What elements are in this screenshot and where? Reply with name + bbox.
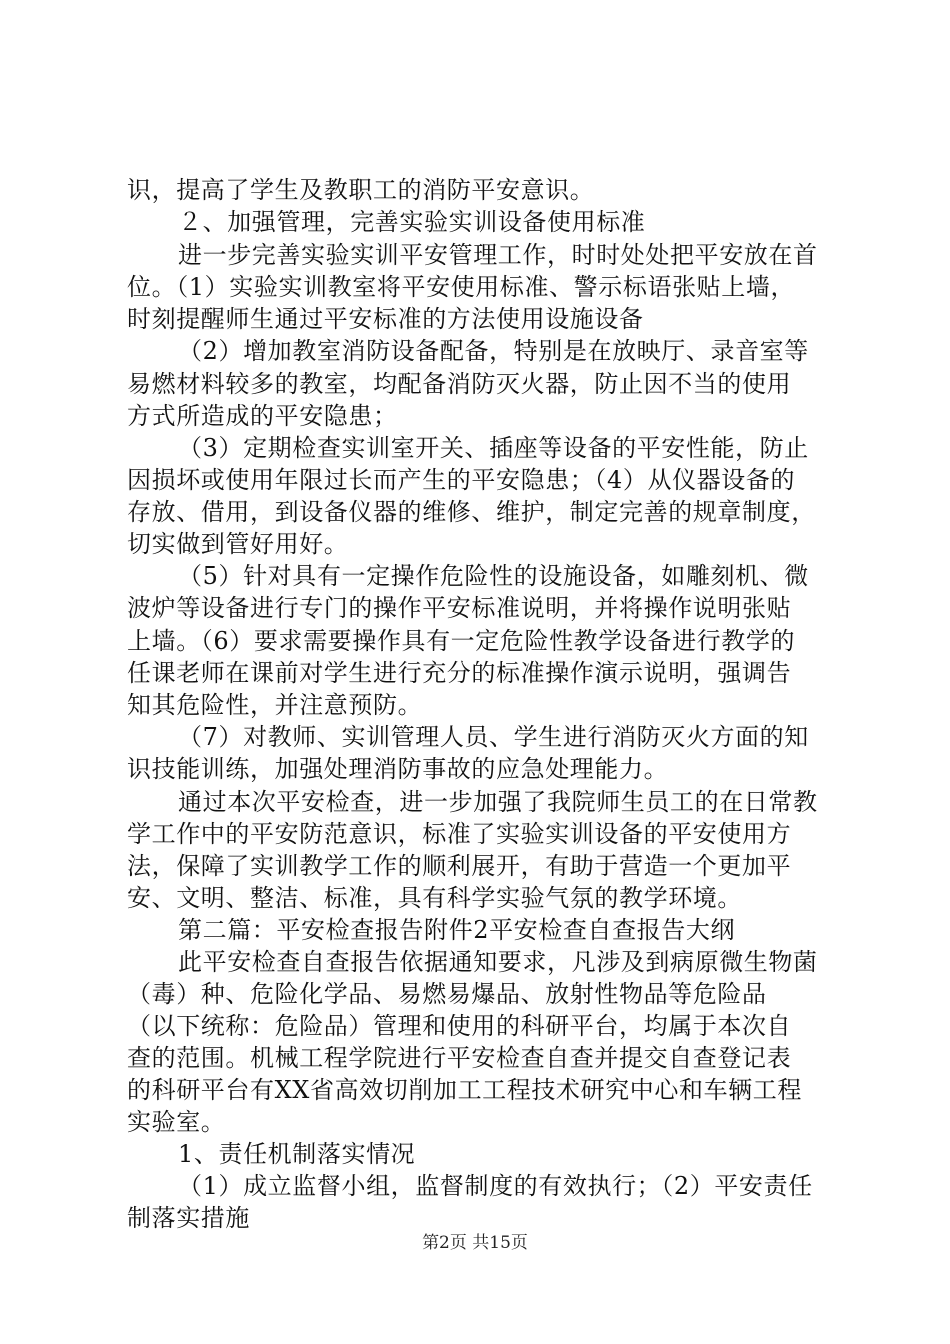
text-line: 实验室。 <box>127 1108 226 1136</box>
chapter-heading: 第二篇：平安检查报告附件2平安检查自查报告大纲 <box>178 916 736 944</box>
text-line: 查的范围。机械工程学院进行平安检查自查并提交自查登记表 <box>127 1044 792 1072</box>
text-line: 上墙。（6）要求需要操作具有一定危险性教学设备进行教学的 <box>127 627 796 655</box>
text-line: 切实做到管好用好。 <box>127 530 349 558</box>
text-line: 进一步完善实验实训平安管理工作，时时处处把平安放在首 <box>178 241 818 269</box>
text-line: 波炉等设备进行专门的操作平安标准说明，并将操作说明张贴 <box>127 594 792 622</box>
text-line: 位。（1）实验实训教室将平安使用标准、警示标语张贴上墙， <box>127 273 796 301</box>
text-line: 识，提高了学生及教职工的消防平安意识。 <box>127 176 595 204</box>
text-line: 法，保障了实训教学工作的顺利展开，有助于营造一个更加平 <box>127 852 792 880</box>
text-line: （毒）种、危险化学品、易燃易爆品、放射性物品等危险品 <box>127 980 767 1008</box>
text-line: 因损坏或使用年限过长而产生的平安隐患；（4）从仪器设备的 <box>127 466 796 494</box>
text-line: 任课老师在课前对学生进行充分的标准操作演示说明，强调告 <box>127 659 792 687</box>
text-line: （以下统称：危险品）管理和使用的科研平台，均属于本次自 <box>127 1012 792 1040</box>
section-heading: 1、责任机制落实情况 <box>178 1140 416 1168</box>
text-line: 方式所造成的平安隐患； <box>127 402 398 430</box>
text-line: （1）成立监督小组，监督制度的有效执行；（2）平安责任 <box>178 1172 813 1200</box>
text-line: 通过本次平安检查，进一步加强了我院师生员工的在日常教 <box>178 788 818 816</box>
section-heading: ２、加强管理，完善实验实训设备使用标准 <box>178 208 646 236</box>
text-line: （2）增加教室消防设备配备，特别是在放映厅、录音室等 <box>178 337 809 365</box>
text-line: 知其危险性，并注意预防。 <box>127 691 423 719</box>
text-line: （5）针对具有一定操作危险性的设施设备，如雕刻机、微 <box>178 562 809 590</box>
text-line: 易燃材料较多的教室，均配备消防灭火器，防止因不当的使用 <box>127 370 792 398</box>
text-line: 安、文明、整洁、标准，具有科学实验气氛的教学环境。 <box>127 884 742 912</box>
text-line: 的科研平台有XX省高效切削加工工程技术研究中心和车辆工程 <box>127 1076 802 1104</box>
text-line: 此平安检查自查报告依据通知要求，凡涉及到病原微生物菌 <box>178 948 818 976</box>
text-line: （7）对教师、实训管理人员、学生进行消防灭火方面的知 <box>178 723 809 751</box>
text-line: 学工作中的平安防范意识，标准了实验实训设备的平安使用方 <box>127 820 792 848</box>
text-line: 时刻提醒师生通过平安标准的方法使用设施设备 <box>127 305 644 333</box>
text-line: 制落实措施 <box>127 1204 250 1232</box>
text-line: （3）定期检查实训室开关、插座等设备的平安性能，防止 <box>178 434 809 462</box>
page-number-footer: 第2页 共15页 <box>422 1233 528 1253</box>
text-line: 识技能训练，加强处理消防事故的应急处理能力。 <box>127 755 669 783</box>
text-line: 存放、借用，到设备仪器的维修、维护，制定完善的规章制度， <box>127 498 816 526</box>
